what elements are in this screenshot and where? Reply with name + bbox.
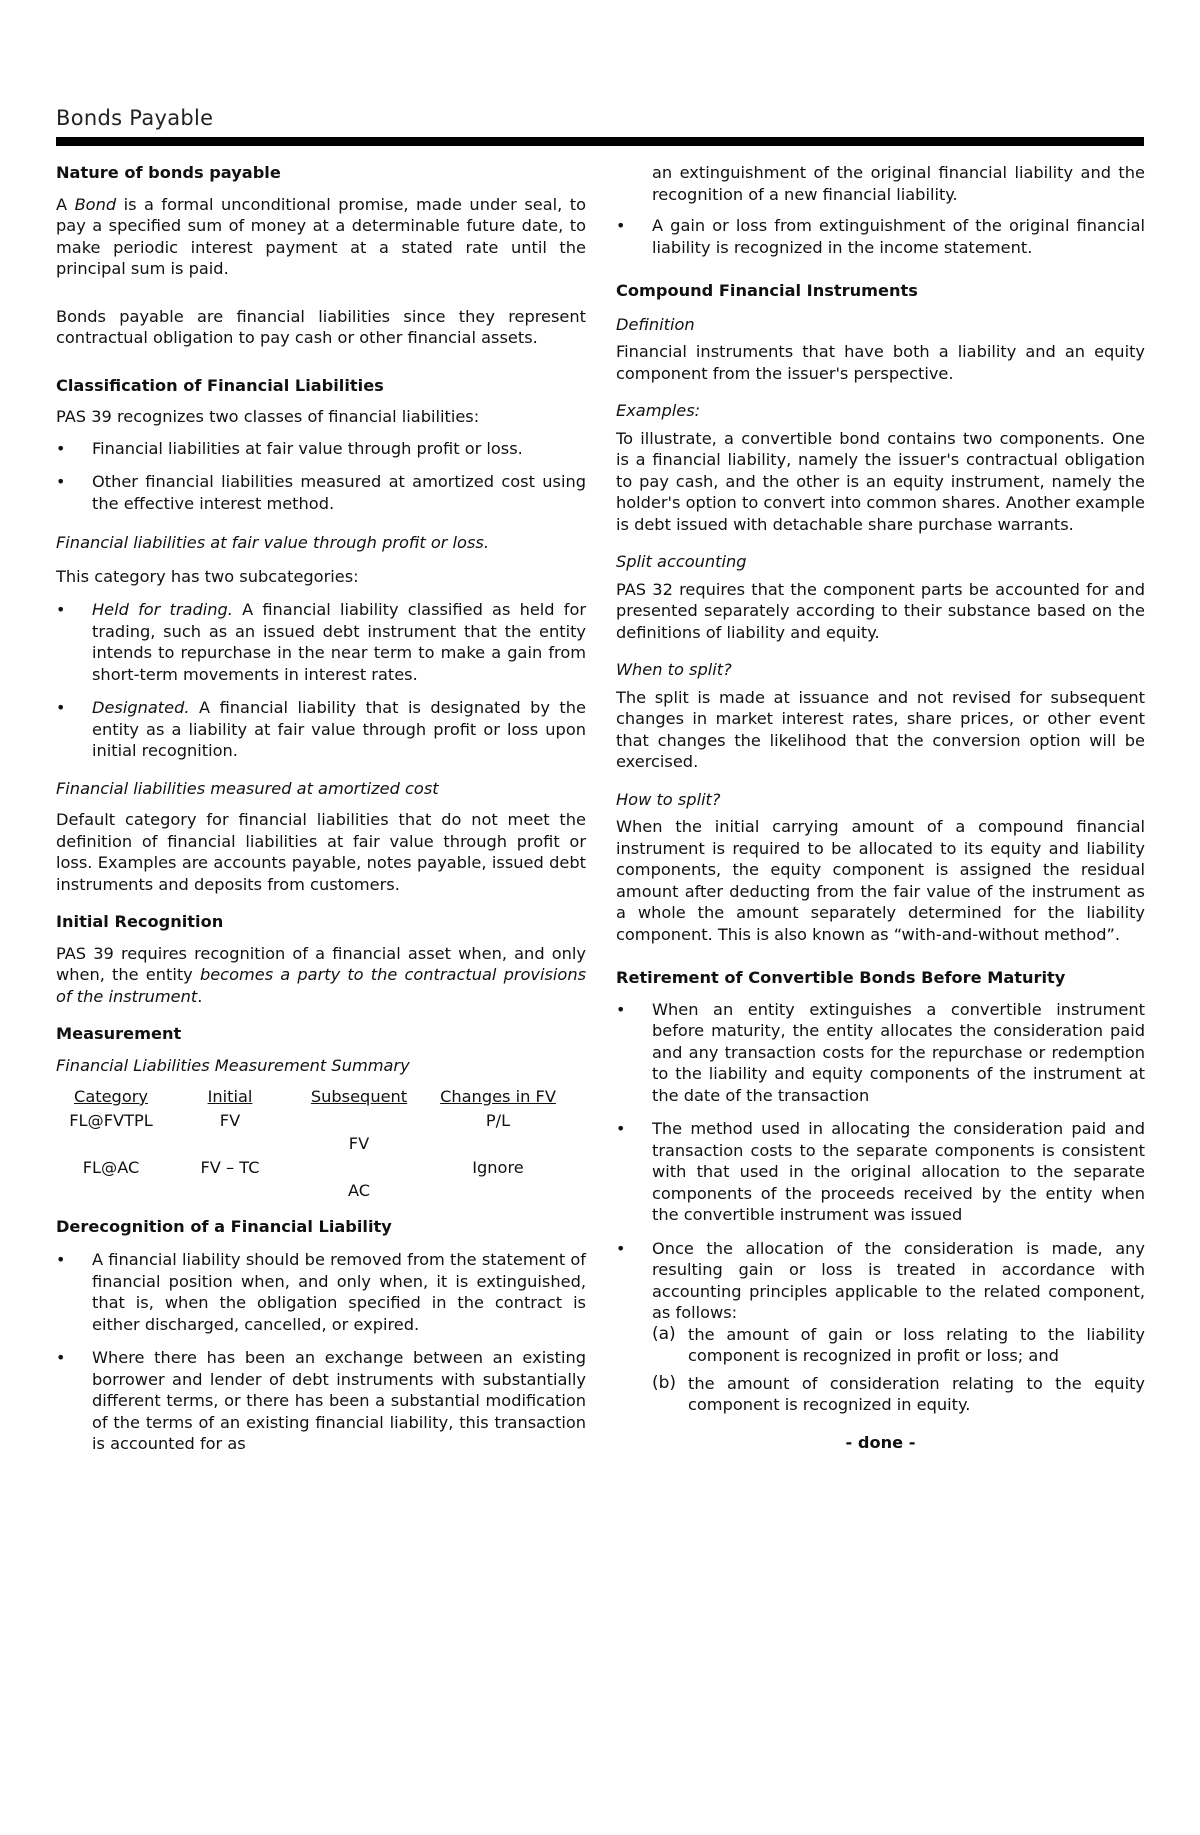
right-column xyxy=(616,162,1145,1453)
list-letter: (a) xyxy=(652,1323,676,1344)
bullet-icon: • xyxy=(56,698,66,717)
bullet-icon: • xyxy=(616,1238,626,1258)
list-item-text: When an entity extinguishes a convertible instrument before maturity, the entity allocates the consideration paid and any transaction costs for the repurchase or redemption to the liability and equity components of the instrument at the date of the transaction xyxy=(652,999,1145,1105)
heading-classification: Classification of Financial Liabilities xyxy=(56,375,384,395)
bullet-icon: • xyxy=(56,472,66,491)
table-cell: FL@AC xyxy=(82,1157,140,1177)
subheading-examples: Examples: xyxy=(616,401,701,420)
retirement-list xyxy=(616,999,1145,1416)
heading-initial-recognition: Initial Recognition xyxy=(56,912,224,931)
table-header: Changes in FV xyxy=(440,1087,556,1106)
allocation-sublist xyxy=(652,1324,1145,1416)
nature-text-a: A xyxy=(56,194,75,214)
nature-paragraph-1 xyxy=(56,194,586,280)
definition-paragraph: Financial instruments that have both a liability and an equity component from the issuer's perspective. xyxy=(616,342,1145,383)
subheading-measurement-summary: Financial Liabilities Measurement Summary xyxy=(56,1055,410,1075)
table-cell: FV xyxy=(348,1134,370,1153)
list-item xyxy=(616,215,1145,258)
examples-paragraph: To illustrate, a convertible bond contains two components. One is a financial liability, namely the issuer's contractual obligation to pay cash, and the other is an equity instrument, namely the holder's option to convert into common shares. Another example is debt issued with detachable share purchase warrants. xyxy=(616,428,1145,534)
list-item xyxy=(652,1373,1145,1416)
list-item xyxy=(56,599,586,685)
table-cell xyxy=(424,1133,572,1155)
list-item xyxy=(56,1347,586,1455)
left-column xyxy=(56,162,586,1455)
table-cell xyxy=(166,1180,294,1202)
subheading-when-to-split: When to split? xyxy=(616,660,732,679)
heading-derecognition: Derecognition of a Financial Liability xyxy=(56,1216,392,1236)
heading-nature: Nature of bonds payable xyxy=(56,163,281,182)
table-cell xyxy=(56,1180,166,1202)
split-accounting-paragraph: PAS 32 requires that the component parts be accounted for and presented separately according to their substance based on the definitions of liability and equity. xyxy=(616,579,1145,642)
table-cell: AC xyxy=(347,1181,371,1200)
done-marker: - done - xyxy=(845,1432,916,1452)
bullet-icon: • xyxy=(56,438,66,458)
bullet-icon: • xyxy=(56,1348,66,1367)
list-item-text: A financial liability that is designated by the entity as a liability at fair value through profit or loss upon initial recognition. xyxy=(92,698,586,760)
list-letter: (b) xyxy=(652,1372,677,1393)
table-header: Category xyxy=(74,1087,148,1106)
heading-compound: Compound Financial Instruments xyxy=(616,281,918,300)
heading-measurement: Measurement xyxy=(56,1024,182,1043)
bullet-icon: • xyxy=(616,1119,626,1138)
title-rule xyxy=(56,137,1144,146)
table-cell: Ignore xyxy=(472,1157,524,1177)
subheading-how-to-split: How to split? xyxy=(616,789,721,809)
list-item-text: Financial liabilities at fair value through profit or loss. xyxy=(92,438,523,458)
list-item-text: the amount of consideration relating to the equity component is recognized in equity. xyxy=(688,1373,1145,1414)
amortized-paragraph: Default category for financial liabilities that do not meet the definition of financial liabilities at fair value through profit or loss. Examples are accounts payable, notes payable, issued debt instruments and deposits from customers. xyxy=(56,810,586,894)
fvtpl-list xyxy=(56,599,586,762)
subheading-fvtpl: Financial liabilities at fair value through profit or loss. xyxy=(56,533,489,552)
table-cell xyxy=(166,1133,294,1155)
bullet-icon: • xyxy=(616,999,626,1019)
table-cell: P/L xyxy=(485,1110,511,1130)
derecognition-list xyxy=(56,1249,586,1455)
table-cell: FV – TC xyxy=(200,1157,260,1177)
table-cell xyxy=(56,1133,166,1155)
list-item xyxy=(56,1249,586,1335)
list-item xyxy=(56,471,586,514)
table-header: Subsequent xyxy=(310,1087,408,1106)
list-item-text: Where there has been an exchange between an existing borrower and lender of debt instruments with substantially different terms, or there has been a substantial modification of the terms of an existing financial liability, this transaction is accounted for as xyxy=(92,1348,586,1453)
measurement-summary-table xyxy=(56,1086,586,1202)
when-to-split-paragraph: The split is made at issuance and not revised for subsequent changes in market interest rates, share prices, or other event that changes the likelihood that the conversion option will be exercised. xyxy=(616,687,1145,771)
gain-list xyxy=(616,215,1145,258)
initial-text-b: . xyxy=(197,986,203,1006)
table-cell: FL@FVTPL xyxy=(69,1110,153,1130)
list-item-text: Once the allocation of the consideration is made, any resulting gain or loss is treated in accordance with accounting principles applicable to the related component, as follows: xyxy=(652,1238,1145,1322)
initial-text-em: becomes a party to the contractual provisions of the instrument xyxy=(56,965,587,1006)
list-item xyxy=(56,438,586,460)
list-item-term: Designated. xyxy=(92,698,190,717)
subheading-split-accounting: Split accounting xyxy=(616,552,747,571)
table-cell: FV xyxy=(219,1110,241,1130)
classification-list xyxy=(56,438,586,515)
nature-paragraph-2: Bonds payable are financial liabilities since they represent contractual obligation to pay cash or other financial assets. xyxy=(56,306,586,347)
bullet-icon: • xyxy=(616,216,626,235)
list-item-text: The method used in allocating the consideration paid and transaction costs to the separate components is consistent with that used in the original allocation to the separate components of the proceeds received by the entity when the convertible instrument was issued xyxy=(652,1119,1145,1224)
subheading-definition: Definition xyxy=(616,314,695,334)
list-item xyxy=(652,1324,1145,1367)
table-header: Initial xyxy=(207,1087,253,1106)
how-to-split-paragraph: When the initial carrying amount of a compound financial instrument is required to be allocated to its equity and liability components, the equity component is assigned the residual amount after deducting from the fair value of the instrument as a whole the amount separately determined for the liability component. This is also known as “with-and-without method”. xyxy=(616,817,1145,944)
bullet-icon: • xyxy=(56,600,66,619)
nature-text-b: is a formal unconditional promise, made under seal, to pay a specified sum of money at a determinable future date, to make periodic interest payment at a stated rate until the principal sum is paid. xyxy=(56,194,586,278)
heading-retirement: Retirement of Convertible Bonds Before Maturity xyxy=(616,968,1066,987)
initial-recognition-paragraph xyxy=(56,943,586,1008)
list-item xyxy=(56,697,586,762)
fvtpl-intro: This category has two subcategories: xyxy=(56,566,359,586)
initial-text-a: PAS 39 requires recognition of a financial asset when, and only when, the entity xyxy=(56,943,586,984)
nature-bond-term: Bond xyxy=(74,194,117,214)
list-item-text: A financial liability should be removed from the statement of financial position when, and only when, it is extinguished, that is, when the obligation specified in the contract is either discharged, cancelled, or expired. xyxy=(92,1250,586,1334)
list-item xyxy=(616,1118,1145,1226)
classification-intro: PAS 39 recognizes two classes of financial liabilities: xyxy=(56,407,480,426)
table-cell xyxy=(294,1157,424,1179)
list-item-text: the amount of gain or loss relating to the liability component is recognized in profit or loss; and xyxy=(688,1324,1145,1365)
list-item xyxy=(616,1238,1145,1416)
page-title: Bonds Payable xyxy=(56,106,214,130)
continuation-text: an extinguishment of the original financial liability and the recognition of a new financial liability. xyxy=(652,163,1145,204)
list-item-text: A financial liability classified as held for trading, such as an issued debt instrument that the entity intends to repurchase in the near term to make a gain from short-term movements in interest rates. xyxy=(92,600,587,684)
list-item-text: Other financial liabilities measured at amortized cost using the effective interest method. xyxy=(92,472,586,513)
list-item xyxy=(616,999,1145,1107)
subheading-amortized: Financial liabilities measured at amortized cost xyxy=(56,778,439,798)
list-item-term: Held for trading. xyxy=(92,600,233,619)
list-item-text: A gain or loss from extinguishment of the original financial liability is recognized in the income statement. xyxy=(652,216,1145,257)
table-cell xyxy=(424,1180,572,1202)
table-cell xyxy=(294,1110,424,1132)
bullet-icon: • xyxy=(56,1250,66,1269)
